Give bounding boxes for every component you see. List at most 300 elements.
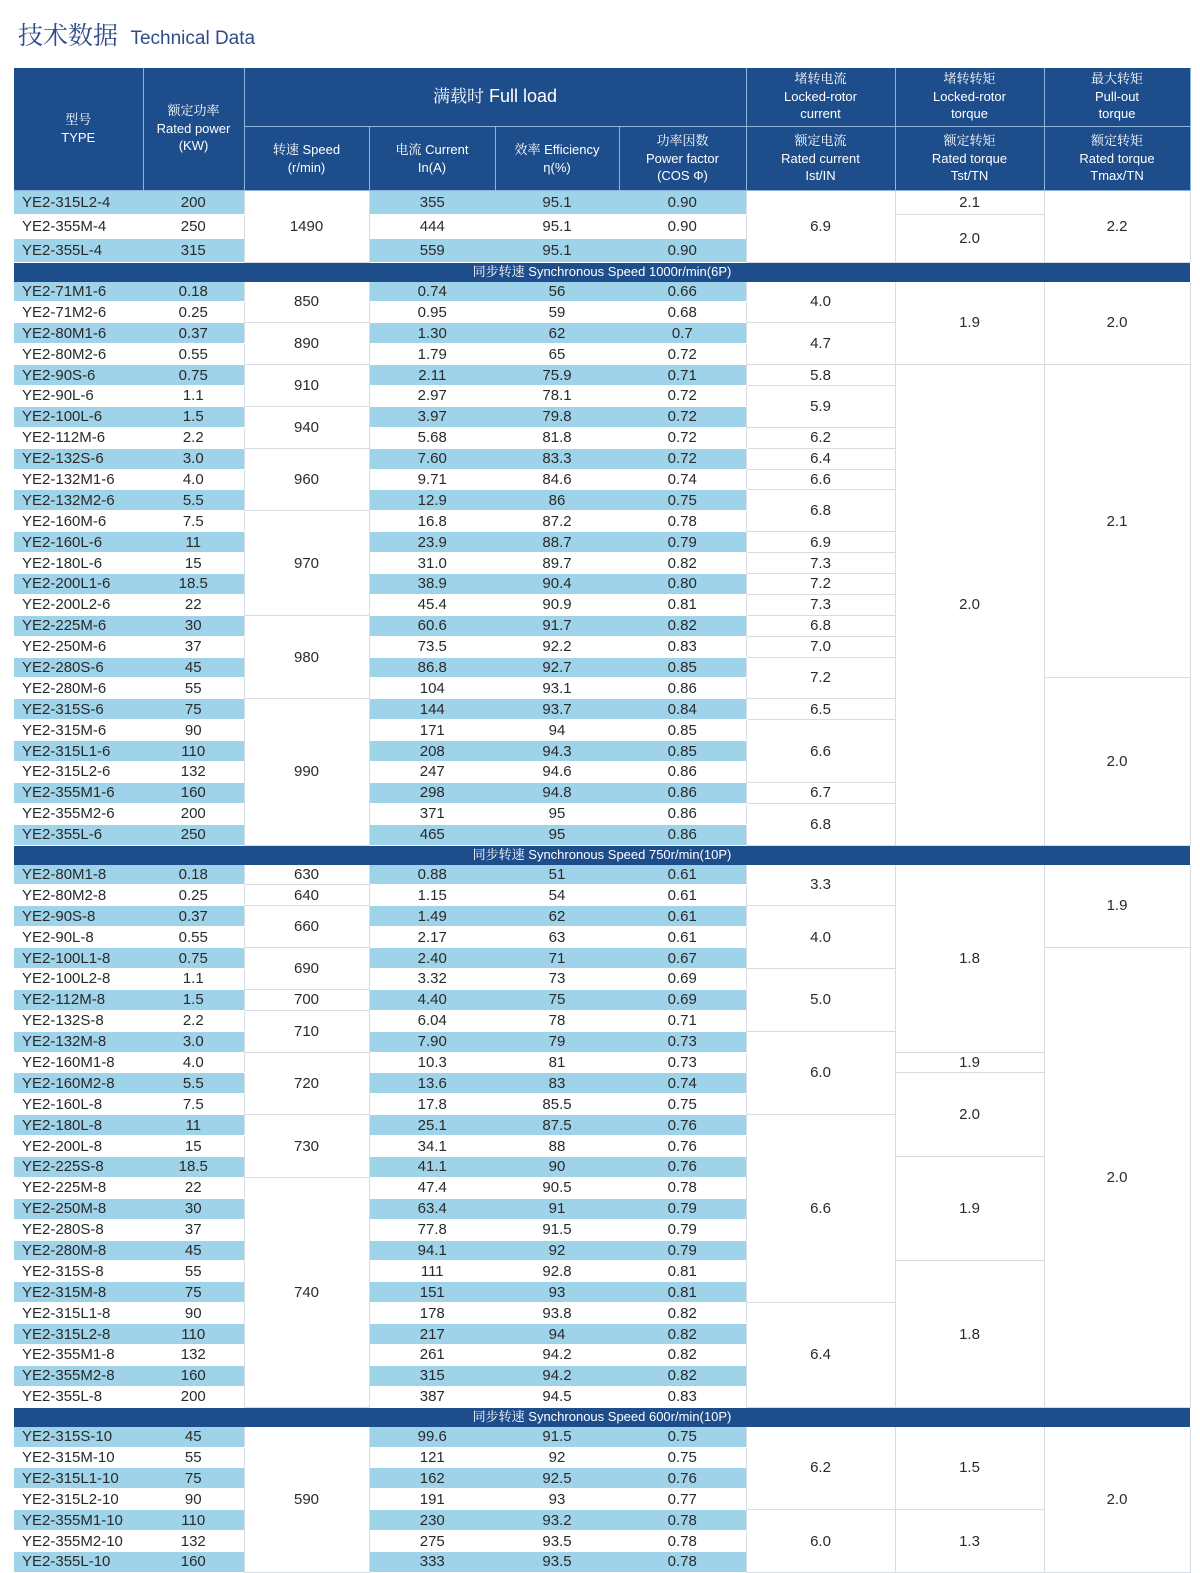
cell-power-factor: 0.83 bbox=[619, 1386, 746, 1407]
cell-type: YE2-225S-8 bbox=[14, 1157, 143, 1178]
cell-tst: 1.9 bbox=[895, 282, 1044, 365]
cell-speed: 990 bbox=[244, 699, 369, 845]
cell-power: 3.0 bbox=[143, 448, 244, 469]
cell-current: 217 bbox=[369, 1324, 495, 1345]
cell-power: 55 bbox=[143, 1261, 244, 1282]
cell-type: YE2-355M2-10 bbox=[14, 1531, 143, 1552]
cell-power: 18.5 bbox=[143, 1157, 244, 1178]
cell-current: 34.1 bbox=[369, 1136, 495, 1157]
cell-efficiency: 90.4 bbox=[495, 573, 619, 594]
cell-power-factor: 0.71 bbox=[619, 1010, 746, 1031]
cell-ist: 6.6 bbox=[746, 469, 895, 490]
cell-efficiency: 94.6 bbox=[495, 761, 619, 782]
cell-current: 4.40 bbox=[369, 989, 495, 1010]
cell-current: 1.15 bbox=[369, 885, 495, 906]
cell-efficiency: 59 bbox=[495, 302, 619, 323]
cell-current: 31.0 bbox=[369, 553, 495, 574]
cell-type: YE2-315L2-6 bbox=[14, 761, 143, 782]
cell-efficiency: 94.2 bbox=[495, 1345, 619, 1366]
header-rated-current: 额定电流 Rated current Ist/IN bbox=[746, 126, 895, 190]
cell-power-factor: 0.80 bbox=[619, 573, 746, 594]
cell-ist: 6.9 bbox=[746, 532, 895, 553]
cell-current: 3.97 bbox=[369, 406, 495, 427]
cell-type: YE2-80M2-6 bbox=[14, 344, 143, 365]
cell-ist: 6.4 bbox=[746, 448, 895, 469]
cell-power: 250 bbox=[143, 824, 244, 845]
cell-power: 37 bbox=[143, 636, 244, 657]
cell-power: 200 bbox=[143, 1386, 244, 1407]
cell-current: 333 bbox=[369, 1552, 495, 1573]
cell-speed: 850 bbox=[244, 282, 369, 323]
cell-power-factor: 0.79 bbox=[619, 532, 746, 553]
cell-speed: 970 bbox=[244, 511, 369, 615]
cell-efficiency: 81.8 bbox=[495, 427, 619, 448]
table-row bbox=[14, 1510, 1190, 1531]
cell-type: YE2-160M1-8 bbox=[14, 1052, 143, 1073]
cell-power-factor: 0.86 bbox=[619, 782, 746, 803]
cell-power: 11 bbox=[143, 532, 244, 553]
cell-type: YE2-132S-8 bbox=[14, 1010, 143, 1031]
cell-power-factor: 0.90 bbox=[619, 190, 746, 214]
cell-power-factor: 0.78 bbox=[619, 1531, 746, 1552]
cell-current: 23.9 bbox=[369, 532, 495, 553]
table-row bbox=[14, 1073, 1190, 1094]
cell-ist: 3.3 bbox=[746, 865, 895, 906]
cell-speed: 690 bbox=[244, 948, 369, 990]
cell-type: YE2-200L1-6 bbox=[14, 573, 143, 594]
cell-efficiency: 75.9 bbox=[495, 365, 619, 386]
cell-power-factor: 0.72 bbox=[619, 448, 746, 469]
table-row bbox=[14, 1157, 1190, 1178]
cell-power: 0.25 bbox=[143, 302, 244, 323]
cell-speed: 630 bbox=[244, 865, 369, 885]
cell-efficiency: 85.5 bbox=[495, 1094, 619, 1115]
cell-tst: 2.0 bbox=[895, 214, 1044, 262]
cell-current: 17.8 bbox=[369, 1094, 495, 1115]
cell-type: YE2-315M-6 bbox=[14, 720, 143, 741]
cell-efficiency: 93.8 bbox=[495, 1303, 619, 1324]
cell-speed: 730 bbox=[244, 1115, 369, 1178]
cell-power-factor: 0.76 bbox=[619, 1468, 746, 1489]
cell-type: YE2-90L-8 bbox=[14, 927, 143, 948]
table-row bbox=[14, 214, 1190, 238]
cell-power: 250 bbox=[143, 214, 244, 238]
cell-type: YE2-132M2-6 bbox=[14, 490, 143, 511]
header-locked-rotor-torque: 堵转转矩 Locked-rotor torque bbox=[895, 68, 1044, 126]
cell-power: 4.0 bbox=[143, 469, 244, 490]
cell-power: 1.5 bbox=[143, 989, 244, 1010]
header-efficiency: 效率 Efficiency η(%) bbox=[495, 126, 619, 190]
cell-current: 162 bbox=[369, 1468, 495, 1489]
cell-power: 37 bbox=[143, 1219, 244, 1240]
cell-efficiency: 93.5 bbox=[495, 1531, 619, 1552]
header-power-factor: 功率因数 Power factor (COS Φ) bbox=[619, 126, 746, 190]
cell-current: 77.8 bbox=[369, 1219, 495, 1240]
cell-speed: 890 bbox=[244, 323, 369, 365]
cell-power-factor: 0.82 bbox=[619, 1324, 746, 1345]
cell-current: 25.1 bbox=[369, 1115, 495, 1136]
cell-current: 41.1 bbox=[369, 1157, 495, 1178]
cell-type: YE2-112M-6 bbox=[14, 427, 143, 448]
title-en: Technical Data bbox=[130, 28, 256, 49]
cell-power-factor: 0.82 bbox=[619, 1303, 746, 1324]
cell-type: YE2-315M-10 bbox=[14, 1447, 143, 1468]
cell-current: 12.9 bbox=[369, 490, 495, 511]
cell-type: YE2-80M1-6 bbox=[14, 323, 143, 344]
cell-current: 275 bbox=[369, 1531, 495, 1552]
cell-speed: 910 bbox=[244, 365, 369, 407]
cell-efficiency: 71 bbox=[495, 948, 619, 969]
cell-efficiency: 91 bbox=[495, 1198, 619, 1219]
cell-power: 30 bbox=[143, 615, 244, 636]
cell-type: YE2-315L1-10 bbox=[14, 1468, 143, 1489]
cell-type: YE2-280S-8 bbox=[14, 1219, 143, 1240]
cell-efficiency: 88 bbox=[495, 1136, 619, 1157]
cell-current: 208 bbox=[369, 741, 495, 762]
cell-current: 387 bbox=[369, 1386, 495, 1407]
cell-efficiency: 94 bbox=[495, 720, 619, 741]
cell-current: 10.3 bbox=[369, 1052, 495, 1073]
cell-type: YE2-355L-10 bbox=[14, 1552, 143, 1573]
cell-ist: 6.6 bbox=[746, 720, 895, 783]
cell-efficiency: 91.7 bbox=[495, 615, 619, 636]
cell-type: YE2-132M-8 bbox=[14, 1031, 143, 1052]
cell-current: 13.6 bbox=[369, 1073, 495, 1094]
cell-tst: 2.0 bbox=[895, 1073, 1044, 1157]
cell-power: 200 bbox=[143, 190, 244, 214]
cell-efficiency: 75 bbox=[495, 989, 619, 1010]
cell-tst: 1.8 bbox=[895, 865, 1044, 1053]
cell-power-factor: 0.81 bbox=[619, 1282, 746, 1303]
cell-power: 0.75 bbox=[143, 365, 244, 386]
cell-power: 7.5 bbox=[143, 511, 244, 532]
cell-type: YE2-71M1-6 bbox=[14, 282, 143, 302]
cell-current: 111 bbox=[369, 1261, 495, 1282]
cell-current: 178 bbox=[369, 1303, 495, 1324]
cell-tmax: 2.0 bbox=[1044, 1427, 1190, 1573]
page-title bbox=[18, 16, 255, 52]
cell-type: YE2-90S-8 bbox=[14, 906, 143, 927]
cell-speed: 740 bbox=[244, 1177, 369, 1407]
header-pull-out-torque: 最大转矩 Pull-out torque bbox=[1044, 68, 1190, 126]
cell-power-factor: 0.75 bbox=[619, 1447, 746, 1468]
cell-power-factor: 0.78 bbox=[619, 1177, 746, 1198]
cell-power-factor: 0.83 bbox=[619, 636, 746, 657]
cell-type: YE2-225M-6 bbox=[14, 615, 143, 636]
cell-tmax: 2.0 bbox=[1044, 282, 1190, 365]
cell-current: 16.8 bbox=[369, 511, 495, 532]
cell-power-factor: 0.86 bbox=[619, 824, 746, 845]
cell-power-factor: 0.86 bbox=[619, 678, 746, 699]
cell-type: YE2-280M-8 bbox=[14, 1240, 143, 1261]
cell-power-factor: 0.82 bbox=[619, 1345, 746, 1366]
cell-efficiency: 95.1 bbox=[495, 238, 619, 262]
cell-power: 160 bbox=[143, 1552, 244, 1573]
cell-speed: 710 bbox=[244, 1010, 369, 1052]
cell-efficiency: 94.8 bbox=[495, 782, 619, 803]
cell-power-factor: 0.67 bbox=[619, 948, 746, 969]
cell-power-factor: 0.73 bbox=[619, 1031, 746, 1052]
cell-ist: 6.8 bbox=[746, 615, 895, 636]
table-row bbox=[14, 282, 1190, 302]
section-title: 同步转速 Synchronous Speed 750r/min(10P) bbox=[14, 845, 1190, 865]
cell-power: 90 bbox=[143, 720, 244, 741]
cell-efficiency: 78.1 bbox=[495, 385, 619, 406]
table-row bbox=[14, 1427, 1190, 1447]
cell-power-factor: 0.72 bbox=[619, 385, 746, 406]
cell-current: 7.60 bbox=[369, 448, 495, 469]
header-rated-power: 额定功率 Rated power (KW) bbox=[143, 68, 244, 190]
title-zh: 技术数据 bbox=[18, 21, 119, 50]
cell-power: 5.5 bbox=[143, 490, 244, 511]
cell-power: 90 bbox=[143, 1303, 244, 1324]
cell-type: YE2-80M1-8 bbox=[14, 865, 143, 885]
cell-type: YE2-160M-6 bbox=[14, 511, 143, 532]
cell-efficiency: 51 bbox=[495, 865, 619, 885]
cell-current: 0.74 bbox=[369, 282, 495, 302]
cell-power-factor: 0.73 bbox=[619, 1052, 746, 1073]
cell-type: YE2-132M1-6 bbox=[14, 469, 143, 490]
cell-current: 261 bbox=[369, 1345, 495, 1366]
cell-power: 22 bbox=[143, 1177, 244, 1198]
cell-current: 60.6 bbox=[369, 615, 495, 636]
cell-efficiency: 92 bbox=[495, 1240, 619, 1261]
cell-current: 5.68 bbox=[369, 427, 495, 448]
cell-type: YE2-355M-4 bbox=[14, 214, 143, 238]
cell-efficiency: 92.8 bbox=[495, 1261, 619, 1282]
cell-type: YE2-315L2-4 bbox=[14, 190, 143, 214]
cell-type: YE2-355M2-6 bbox=[14, 803, 143, 824]
cell-power: 75 bbox=[143, 699, 244, 720]
cell-current: 559 bbox=[369, 238, 495, 262]
cell-efficiency: 62 bbox=[495, 323, 619, 344]
cell-ist: 6.6 bbox=[746, 1115, 895, 1303]
cell-power: 4.0 bbox=[143, 1052, 244, 1073]
cell-power: 3.0 bbox=[143, 1031, 244, 1052]
cell-current: 247 bbox=[369, 761, 495, 782]
cell-power-factor: 0.76 bbox=[619, 1136, 746, 1157]
cell-power-factor: 0.69 bbox=[619, 989, 746, 1010]
cell-power-factor: 0.85 bbox=[619, 741, 746, 762]
cell-power: 0.75 bbox=[143, 948, 244, 969]
cell-ist: 7.3 bbox=[746, 553, 895, 574]
cell-efficiency: 95 bbox=[495, 803, 619, 824]
cell-power: 1.1 bbox=[143, 385, 244, 406]
cell-efficiency: 94.2 bbox=[495, 1365, 619, 1386]
cell-type: YE2-200L-8 bbox=[14, 1136, 143, 1157]
cell-power: 0.55 bbox=[143, 344, 244, 365]
section-header bbox=[14, 1407, 1190, 1427]
cell-type: YE2-71M2-6 bbox=[14, 302, 143, 323]
cell-current: 7.90 bbox=[369, 1031, 495, 1052]
cell-efficiency: 81 bbox=[495, 1052, 619, 1073]
cell-power: 45 bbox=[143, 1427, 244, 1447]
cell-current: 2.97 bbox=[369, 385, 495, 406]
cell-ist: 6.7 bbox=[746, 782, 895, 803]
cell-type: YE2-355M1-8 bbox=[14, 1345, 143, 1366]
cell-current: 94.1 bbox=[369, 1240, 495, 1261]
cell-power: 200 bbox=[143, 803, 244, 824]
cell-power-factor: 0.72 bbox=[619, 427, 746, 448]
cell-type: YE2-160M2-8 bbox=[14, 1073, 143, 1094]
cell-type: YE2-80M2-8 bbox=[14, 885, 143, 906]
cell-type: YE2-315L2-8 bbox=[14, 1324, 143, 1345]
cell-power: 132 bbox=[143, 1531, 244, 1552]
cell-efficiency: 86 bbox=[495, 490, 619, 511]
cell-power: 45 bbox=[143, 657, 244, 678]
cell-current: 121 bbox=[369, 1447, 495, 1468]
cell-power-factor: 0.61 bbox=[619, 885, 746, 906]
technical-data-table bbox=[14, 68, 1191, 1573]
header-current: 电流 Current In(A) bbox=[369, 126, 495, 190]
cell-power-factor: 0.79 bbox=[619, 1198, 746, 1219]
cell-ist: 6.2 bbox=[746, 1427, 895, 1510]
cell-efficiency: 91.5 bbox=[495, 1427, 619, 1447]
cell-current: 2.40 bbox=[369, 948, 495, 969]
cell-speed: 640 bbox=[244, 885, 369, 906]
cell-current: 144 bbox=[369, 699, 495, 720]
cell-ist: 6.8 bbox=[746, 803, 895, 845]
cell-speed: 940 bbox=[244, 406, 369, 448]
cell-power-factor: 0.61 bbox=[619, 865, 746, 885]
cell-power: 160 bbox=[143, 782, 244, 803]
cell-type: YE2-315L2-10 bbox=[14, 1489, 143, 1510]
cell-efficiency: 87.5 bbox=[495, 1115, 619, 1136]
cell-power-factor: 0.76 bbox=[619, 1157, 746, 1178]
cell-type: YE2-112M-8 bbox=[14, 989, 143, 1010]
cell-efficiency: 93.7 bbox=[495, 699, 619, 720]
header-speed: 转速 Speed (r/min) bbox=[244, 126, 369, 190]
cell-power: 110 bbox=[143, 741, 244, 762]
cell-ist: 6.0 bbox=[746, 1510, 895, 1573]
cell-type: YE2-355L-4 bbox=[14, 238, 143, 262]
cell-power: 1.5 bbox=[143, 406, 244, 427]
cell-type: YE2-315S-8 bbox=[14, 1261, 143, 1282]
cell-speed: 660 bbox=[244, 906, 369, 948]
section-header bbox=[14, 845, 1190, 865]
section-title: 同步转速 Synchronous Speed 600r/min(10P) bbox=[14, 1407, 1190, 1427]
cell-type: YE2-355M2-8 bbox=[14, 1365, 143, 1386]
cell-current: 38.9 bbox=[369, 573, 495, 594]
table-row bbox=[14, 190, 1190, 214]
cell-power-factor: 0.72 bbox=[619, 406, 746, 427]
cell-power-factor: 0.66 bbox=[619, 282, 746, 302]
cell-ist: 6.4 bbox=[746, 1303, 895, 1407]
cell-power: 132 bbox=[143, 1345, 244, 1366]
cell-efficiency: 92.7 bbox=[495, 657, 619, 678]
cell-current: 230 bbox=[369, 1510, 495, 1531]
cell-current: 371 bbox=[369, 803, 495, 824]
cell-power: 0.18 bbox=[143, 282, 244, 302]
cell-power: 0.18 bbox=[143, 865, 244, 885]
cell-ist: 6.8 bbox=[746, 490, 895, 532]
cell-power-factor: 0.82 bbox=[619, 615, 746, 636]
header-rated-torque-tst: 额定转矩 Rated torque Tst/TN bbox=[895, 126, 1044, 190]
cell-ist: 6.0 bbox=[746, 1031, 895, 1115]
cell-power: 5.5 bbox=[143, 1073, 244, 1094]
cell-power-factor: 0.78 bbox=[619, 511, 746, 532]
cell-power-factor: 0.79 bbox=[619, 1240, 746, 1261]
cell-current: 315 bbox=[369, 1365, 495, 1386]
cell-power: 1.1 bbox=[143, 969, 244, 990]
cell-power: 0.55 bbox=[143, 927, 244, 948]
cell-current: 45.4 bbox=[369, 594, 495, 615]
cell-power: 2.2 bbox=[143, 427, 244, 448]
cell-ist: 5.0 bbox=[746, 969, 895, 1032]
cell-efficiency: 90.5 bbox=[495, 1177, 619, 1198]
cell-type: YE2-160L-6 bbox=[14, 532, 143, 553]
cell-speed: 1490 bbox=[244, 190, 369, 262]
cell-current: 465 bbox=[369, 824, 495, 845]
cell-efficiency: 84.6 bbox=[495, 469, 619, 490]
section-title: 同步转速 Synchronous Speed 1000r/min(6P) bbox=[14, 262, 1190, 282]
cell-current: 86.8 bbox=[369, 657, 495, 678]
cell-power-factor: 0.74 bbox=[619, 469, 746, 490]
cell-power-factor: 0.75 bbox=[619, 1427, 746, 1447]
cell-power-factor: 0.81 bbox=[619, 594, 746, 615]
cell-efficiency: 90.9 bbox=[495, 594, 619, 615]
cell-power: 75 bbox=[143, 1468, 244, 1489]
header-full-load: 满载时 Full load bbox=[244, 68, 746, 126]
cell-type: YE2-200L2-6 bbox=[14, 594, 143, 615]
cell-current: 63.4 bbox=[369, 1198, 495, 1219]
cell-efficiency: 93 bbox=[495, 1489, 619, 1510]
cell-power: 7.5 bbox=[143, 1094, 244, 1115]
cell-current: 355 bbox=[369, 190, 495, 214]
cell-tst: 1.8 bbox=[895, 1261, 1044, 1407]
cell-efficiency: 56 bbox=[495, 282, 619, 302]
cell-efficiency: 88.7 bbox=[495, 532, 619, 553]
cell-tst: 2.0 bbox=[895, 365, 1044, 845]
cell-efficiency: 79 bbox=[495, 1031, 619, 1052]
cell-power: 90 bbox=[143, 1489, 244, 1510]
cell-efficiency: 54 bbox=[495, 885, 619, 906]
cell-power-factor: 0.86 bbox=[619, 761, 746, 782]
cell-efficiency: 83.3 bbox=[495, 448, 619, 469]
cell-efficiency: 92.2 bbox=[495, 636, 619, 657]
cell-efficiency: 63 bbox=[495, 927, 619, 948]
cell-current: 2.17 bbox=[369, 927, 495, 948]
table-row bbox=[14, 1261, 1190, 1282]
cell-efficiency: 94.5 bbox=[495, 1386, 619, 1407]
cell-efficiency: 73 bbox=[495, 969, 619, 990]
cell-type: YE2-280M-6 bbox=[14, 678, 143, 699]
cell-power: 2.2 bbox=[143, 1010, 244, 1031]
cell-power: 18.5 bbox=[143, 573, 244, 594]
cell-current: 0.88 bbox=[369, 865, 495, 885]
cell-current: 0.95 bbox=[369, 302, 495, 323]
cell-efficiency: 87.2 bbox=[495, 511, 619, 532]
cell-power: 11 bbox=[143, 1115, 244, 1136]
cell-power-factor: 0.68 bbox=[619, 302, 746, 323]
cell-ist: 4.0 bbox=[746, 906, 895, 969]
cell-power-factor: 0.85 bbox=[619, 720, 746, 741]
cell-power-factor: 0.85 bbox=[619, 657, 746, 678]
cell-tst: 1.9 bbox=[895, 1157, 1044, 1261]
cell-type: YE2-315L1-8 bbox=[14, 1303, 143, 1324]
cell-power: 75 bbox=[143, 1282, 244, 1303]
cell-type: YE2-355M1-10 bbox=[14, 1510, 143, 1531]
cell-tmax: 2.0 bbox=[1044, 948, 1190, 1408]
cell-efficiency: 79.8 bbox=[495, 406, 619, 427]
header-locked-rotor-current: 堵转电流 Locked-rotor current bbox=[746, 68, 895, 126]
cell-type: YE2-100L-6 bbox=[14, 406, 143, 427]
cell-power: 132 bbox=[143, 761, 244, 782]
cell-efficiency: 95.1 bbox=[495, 214, 619, 238]
cell-power: 0.25 bbox=[143, 885, 244, 906]
cell-efficiency: 92 bbox=[495, 1447, 619, 1468]
cell-tmax: 2.1 bbox=[1044, 365, 1190, 678]
